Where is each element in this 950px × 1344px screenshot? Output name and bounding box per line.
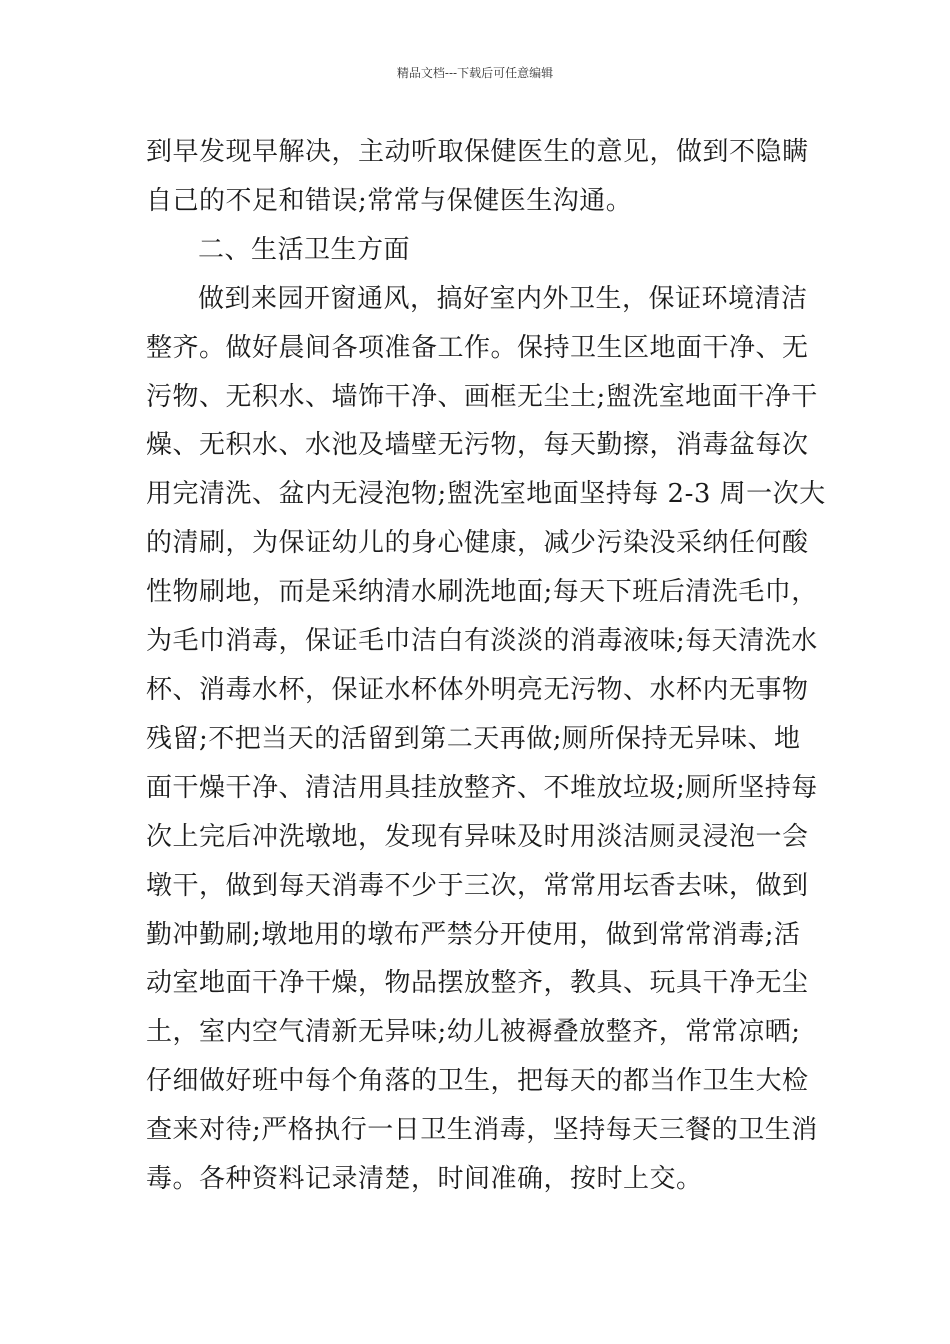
page-header: 精品文档---下载后可任意编辑 bbox=[396, 66, 554, 80]
body-line: 次上完后冲洗墩地，发现有异味及时用淡洁厕灵浸泡一会 bbox=[146, 821, 809, 852]
body-line: 燥、无积水、水池及墙壁无污物，每天勤擦，消毒盆每次 bbox=[146, 430, 809, 461]
body-line: 仔细做好班中每个角落的卫生，把每天的都当作卫生大检 bbox=[146, 1066, 809, 1097]
body-line: 整齐。做好晨间各项准备工作。保持卫生区地面干净、无 bbox=[146, 332, 809, 363]
body-line: 残留;不把当天的活留到第二天再做;厕所保持无异味、地 bbox=[146, 723, 801, 754]
body-line: 污物、无积水、墙饰干净、画框无尘土;盥洗室地面干净干 bbox=[146, 381, 818, 412]
section-heading: 二、生活卫生方面 bbox=[198, 234, 411, 265]
body-line: 墩干，做到每天消毒不少于三次，常常用坛香去味，做到 bbox=[146, 870, 809, 901]
body-line: 为毛巾消毒，保证毛巾洁白有淡淡的消毒液味;每天清洗水 bbox=[146, 626, 818, 657]
body-line: 土，室内空气清新无异味;幼儿被褥叠放整齐，常常凉晒; bbox=[146, 1017, 801, 1048]
body-line: 自己的不足和错误;常常与保健医生沟通。 bbox=[146, 185, 633, 216]
body-line: 面干燥干净、清洁用具挂放整齐、不堆放垃圾;厕所坚持每 bbox=[146, 772, 818, 803]
body-line: 动室地面干净干燥，物品摆放整齐，教具、玩具干净无尘 bbox=[146, 968, 809, 999]
body-line: 查来对待;严格执行一日卫生消毒，坚持每天三餐的卫生消 bbox=[146, 1115, 818, 1146]
body-line: 的清刷，为保证幼儿的身心健康，减少污染没采纳任何酸 bbox=[146, 528, 809, 559]
body-line: 杯、消毒水杯，保证水杯体外明亮无污物、水杯内无事物 bbox=[146, 674, 809, 705]
body-line: 毒。各种资料记录清楚，时间准确，按时上交。 bbox=[146, 1164, 703, 1195]
body-line: 勤冲勤刷;墩地用的墩布严禁分开使用，做到常常消毒;活 bbox=[146, 919, 801, 950]
document-body bbox=[146, 128, 826, 1204]
body-line: 性物刷地，而是采纳清水刷洗地面;每天下班后清洗毛巾， bbox=[146, 577, 818, 608]
body-line: 到早发现早解决，主动听取保健医生的意见，做到不隐瞒 bbox=[146, 137, 809, 167]
body-line: 用完清洗、盆内无浸泡物;盥洗室地面坚持每 2-3 周一次大 bbox=[146, 479, 826, 510]
paragraph-first-line: 做到来园开窗通风，搞好室内外卫生，保证环境清洁 bbox=[198, 283, 808, 314]
